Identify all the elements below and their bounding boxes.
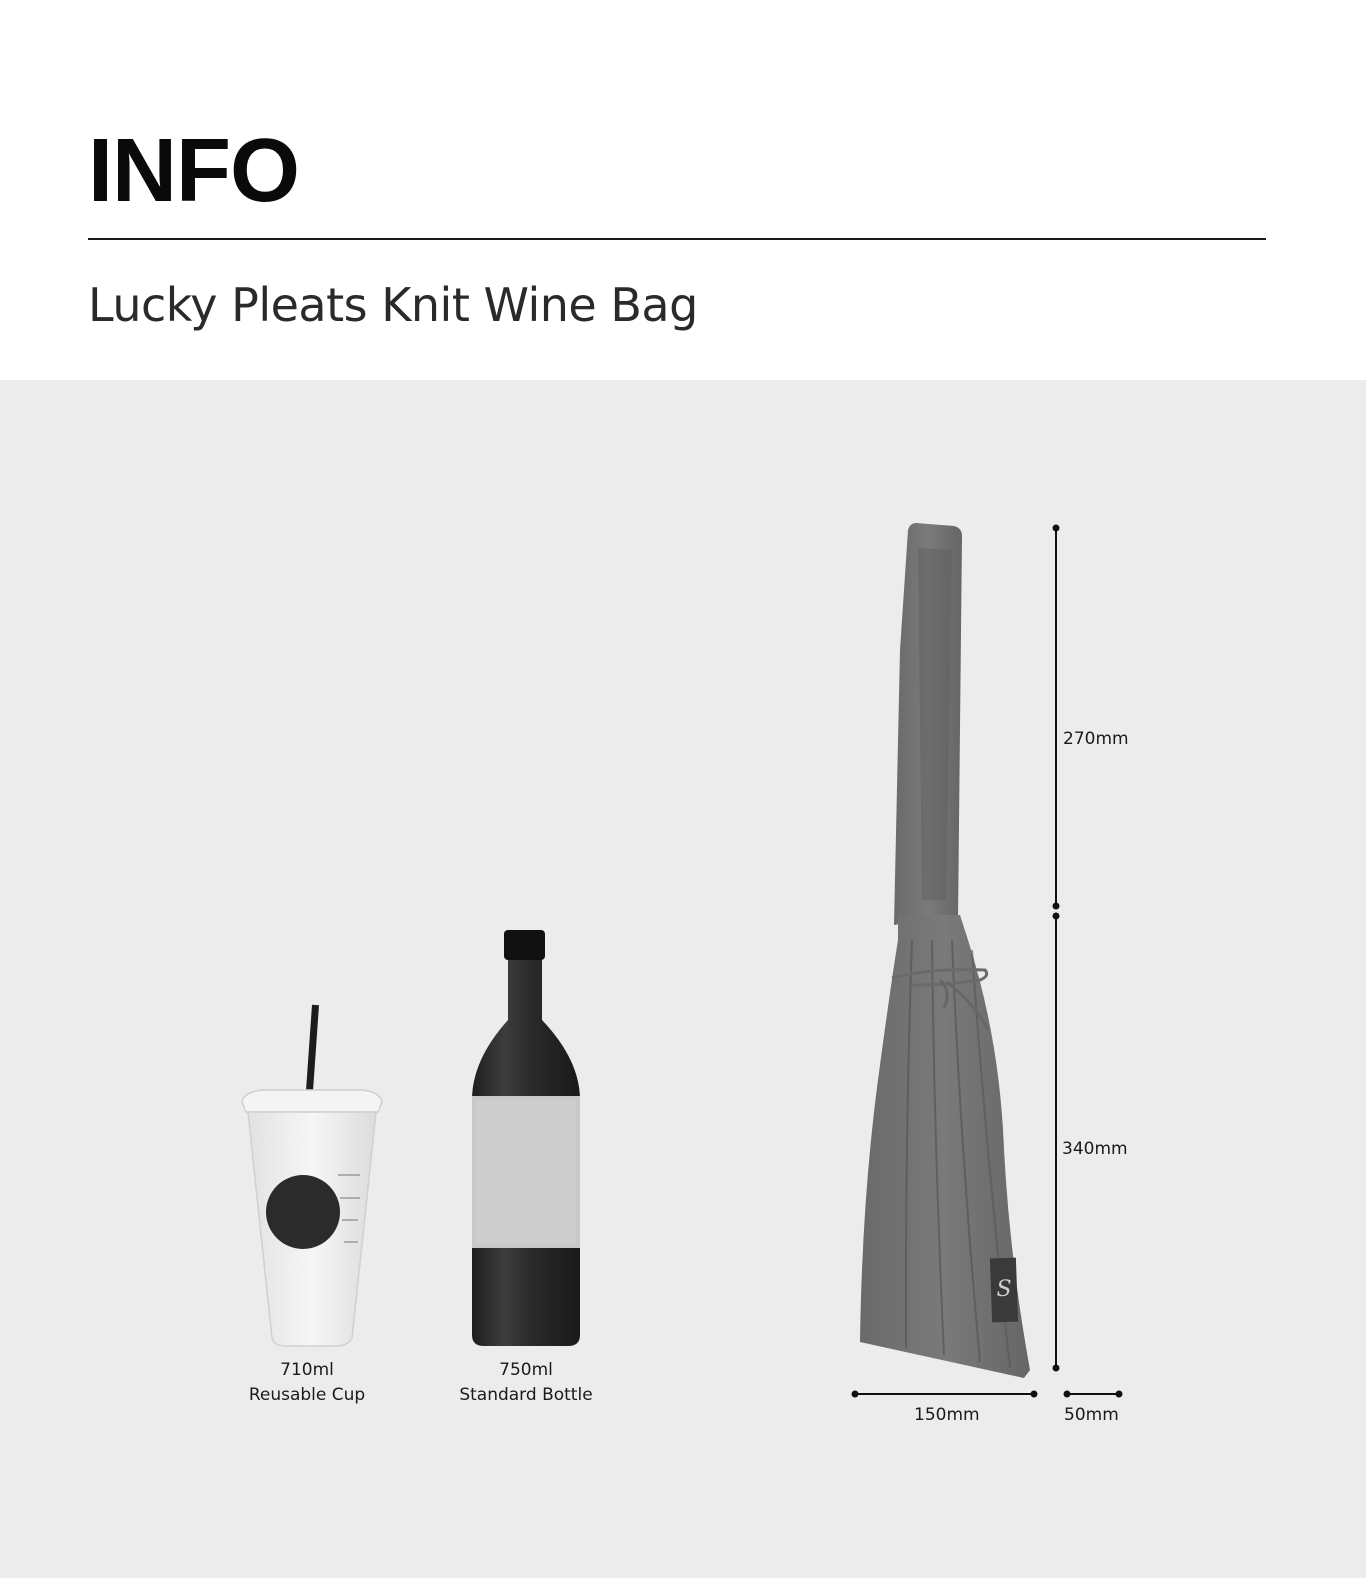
header — [0, 0, 1366, 380]
depth-label: 50mm — [1064, 1405, 1119, 1425]
cup-caption — [237, 1358, 377, 1408]
comparison-illustration — [0, 380, 1366, 1578]
product-name: Lucky Pleats Knit Wine Bag — [88, 278, 698, 332]
cup-name: Reusable Cup — [248, 1385, 366, 1405]
size-comparison-stage — [0, 380, 1366, 1578]
divider — [88, 238, 1266, 240]
bottle-name: Standard Bottle — [459, 1385, 593, 1405]
reusable-cup-illustration — [242, 1005, 382, 1346]
strap-height-label: 270mm — [1063, 729, 1129, 749]
body-height-label: 340mm — [1062, 1139, 1128, 1159]
wine-bag-illustration — [860, 523, 1030, 1378]
bottle-volume: 750ml — [499, 1360, 553, 1380]
bottle-caption — [446, 1358, 606, 1408]
svg-text:S: S — [996, 1277, 1012, 1302]
wine-bottle-illustration — [472, 930, 580, 1346]
cup-volume: 710ml — [280, 1360, 334, 1380]
page-title: INFO — [88, 121, 299, 221]
width-label: 150mm — [914, 1405, 980, 1425]
